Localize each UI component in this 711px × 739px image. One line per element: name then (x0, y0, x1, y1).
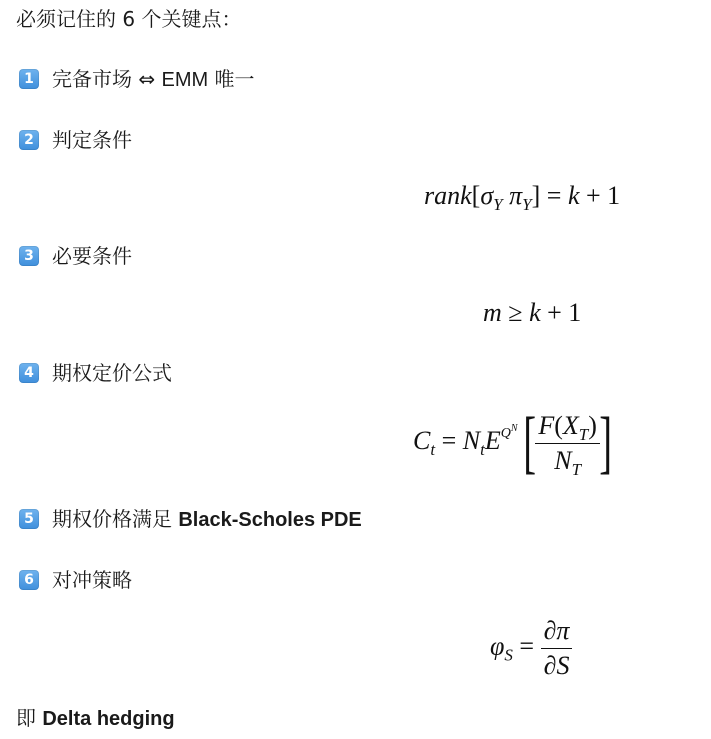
formula-rank-condition: $rank[\sigma_Y$ $\pi_Y] = k + 1$ (424, 181, 621, 214)
section-heading: 必须记住的 6 个关键点： (16, 7, 242, 31)
number-6-icon: 6 (19, 570, 39, 590)
key-point-5 (19, 506, 362, 532)
key-point-1-text: 完备市场 ⇔ (52, 66, 162, 91)
footer-note (16, 705, 175, 732)
key-point-5-term: Black-Scholes PDE (178, 508, 362, 531)
key-point-4-label: 期权定价公式 (52, 361, 172, 385)
key-point-2-label: 判定条件 (52, 128, 132, 152)
key-point-1-term: EMM (161, 68, 209, 91)
number-2-icon: 2 (19, 130, 39, 150)
key-point-2 (19, 127, 132, 153)
formula-option-pricing: $C_t = N_tE^{Q^N}$ [ $\frac{F(X_T)}{N_T}$ ] (413, 404, 612, 481)
number-5-icon: 5 (19, 509, 39, 529)
key-point-1-label (52, 66, 255, 93)
key-point-6-label: 对冲策略 (52, 568, 132, 592)
number-3-icon: 3 (19, 246, 39, 266)
key-point-5-label (52, 506, 362, 533)
key-point-5-text: 期权价格满足 (52, 506, 179, 531)
formula-hedge-ratio: $\varphi_S$ = $\frac{\partial\pi}{\partial S}$ (490, 616, 572, 681)
footer-prefix: 即 (16, 706, 43, 730)
formula-necessary-condition: m ≥ k + 1 (483, 298, 582, 327)
key-point-3 (19, 243, 132, 269)
number-1-icon: 1 (19, 69, 39, 89)
key-point-1 (19, 66, 255, 92)
key-point-3-label: 必要条件 (52, 244, 132, 268)
footer-term: Delta hedging (42, 708, 175, 730)
key-point-6 (19, 567, 132, 593)
key-point-1-tail: 唯一 (208, 66, 255, 91)
key-point-4 (19, 360, 172, 386)
number-4-icon: 4 (19, 363, 39, 383)
